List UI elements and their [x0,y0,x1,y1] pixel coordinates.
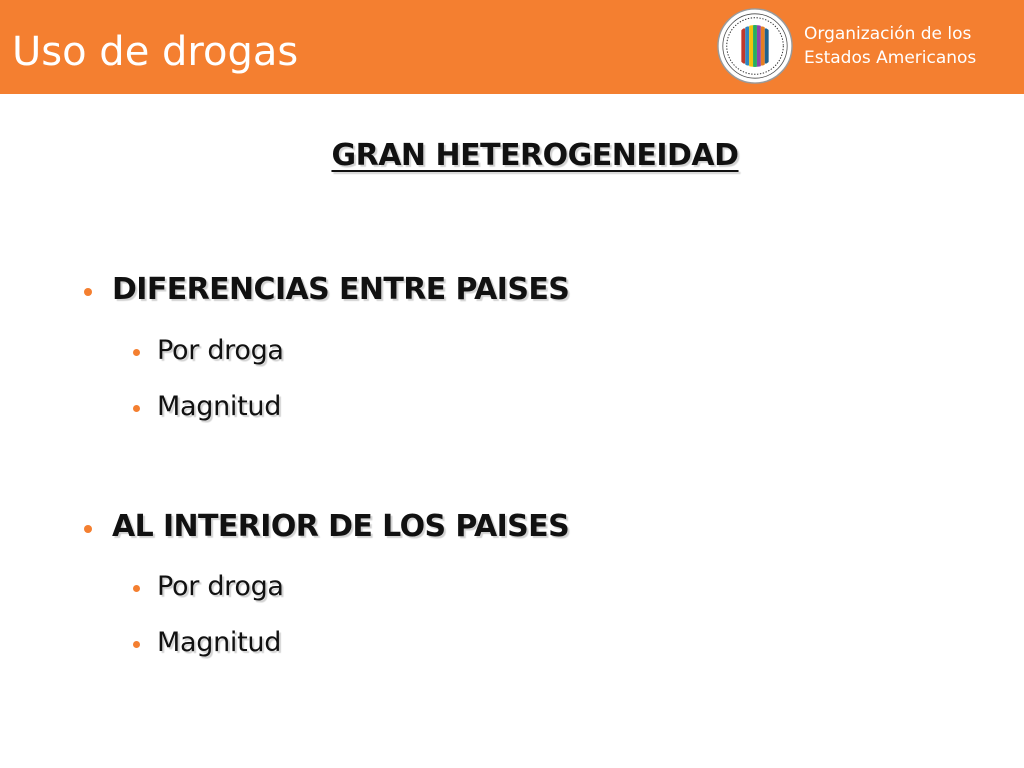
bullet-section-1-label: DIFERENCIAS ENTRE PAISES [112,272,570,307]
bullet-item-label: Por droga [157,571,284,602]
bullet-item-label: Magnitud [157,627,282,658]
bullet-section-1 [112,270,569,310]
bullet-section-1-item-2 [157,389,281,425]
header-bar [0,0,1024,94]
bullet-dot-icon [133,405,140,412]
organization-name-line-2: Estados Americanos [804,48,977,68]
bullet-dot-icon [133,349,140,356]
bullet-dot-icon [84,525,92,533]
bullet-dot-icon [84,288,92,296]
slide-content [0,94,1024,768]
bullet-dot-icon [133,585,140,592]
bullet-section-2 [112,507,569,547]
organization-name [804,22,976,70]
bullet-section-2-item-2 [157,625,281,661]
bullet-item-label: Magnitud [157,391,282,422]
bullet-list [0,94,1024,768]
slide-subtitle: GRAN HETEROGENEIDAD [331,138,739,173]
bullet-section-2-item-1 [157,569,284,605]
bullet-dot-icon [133,641,140,648]
slide-title: Uso de drogas [12,29,299,75]
organization-name-line-1: Organización de los [804,24,972,44]
bullet-item-label: Por droga [157,335,284,366]
bullet-section-1-item-1 [157,333,284,369]
bullet-section-2-label: AL INTERIOR DE LOS PAISES [112,509,570,544]
oas-seal-logo [716,7,794,85]
